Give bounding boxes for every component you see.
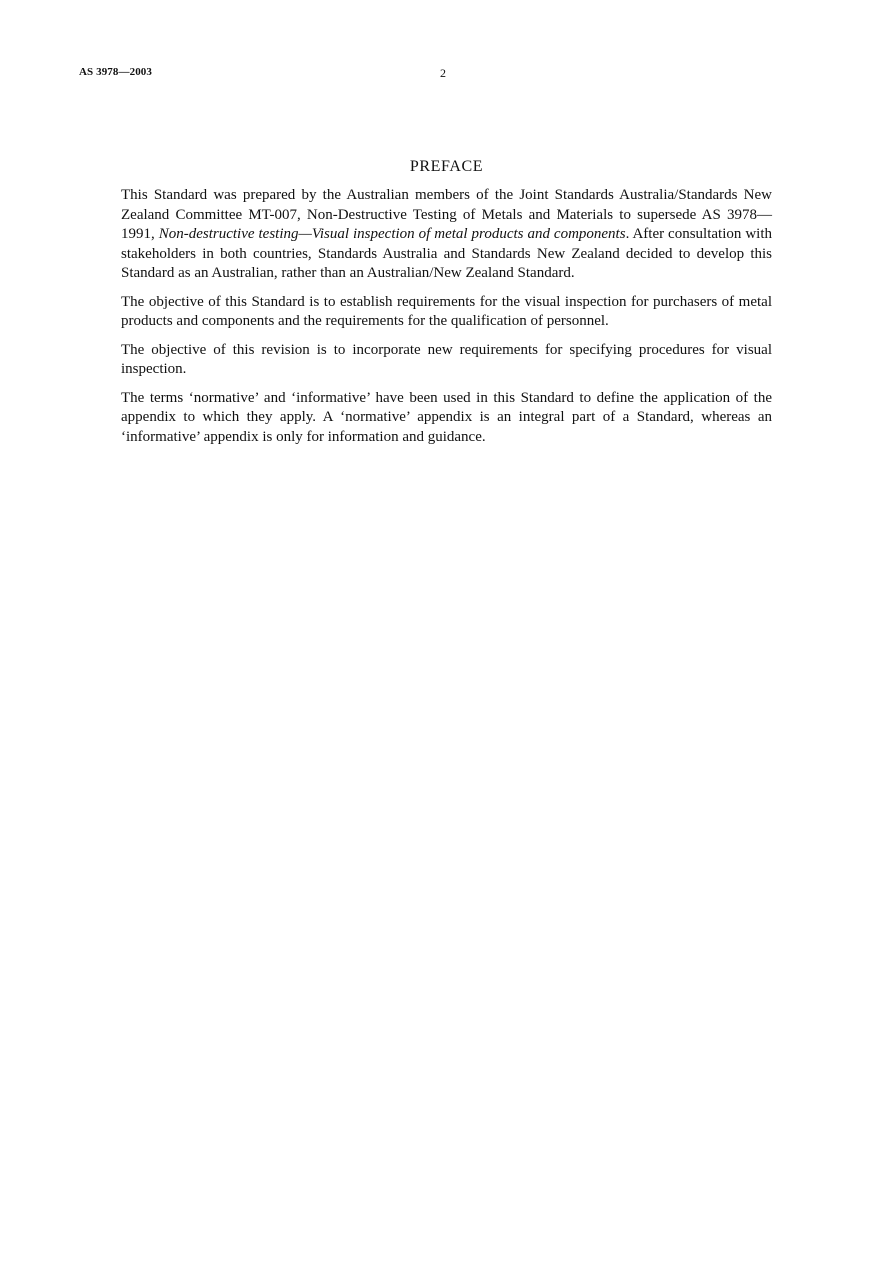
section-title: PREFACE: [409, 158, 484, 175]
preface-paragraph-2: The objective of this Standard is to establish requirements for the visual inspection for purchasers of metal products and components and the requirements for the qualification of personnel.: [121, 293, 772, 329]
paragraph-text: This Standard was prepared by the Australian members of the Joint Standards Australia/Standards New Zealand Committee MT-007, Non-Destructive Testing of Metals and Materials to supersede AS 3978—1991,: [121, 187, 772, 242]
referenced-standard-title: Non-destructive testing—Visual inspection of metal products and components: [158, 226, 626, 242]
preface-paragraph-3: The objective of this revision is to incorporate new requirements for specifying procedures for visual inspection.: [121, 341, 772, 377]
page-header: [0, 66, 892, 86]
preface-section: [121, 156, 772, 456]
paragraph-text: . After consultation with stakeholders in both countries, Standards Australia and Standards New Zealand decided to develop this Standard as an Australian, rather than an Australian/New Zealand Standard.: [121, 226, 773, 281]
page-number: 2: [440, 66, 446, 80]
document-id: AS 3978—2003: [79, 66, 153, 78]
preface-paragraph-1: [121, 186, 772, 284]
preface-paragraph-4: The terms ‘normative’ and ‘informative’ have been used in this Standard to define the application of the appendix to which they apply. A ‘normative’ appendix is an integral part of a Standard, whereas an ‘informative’ appendix is only for information and guidance.: [121, 389, 772, 445]
